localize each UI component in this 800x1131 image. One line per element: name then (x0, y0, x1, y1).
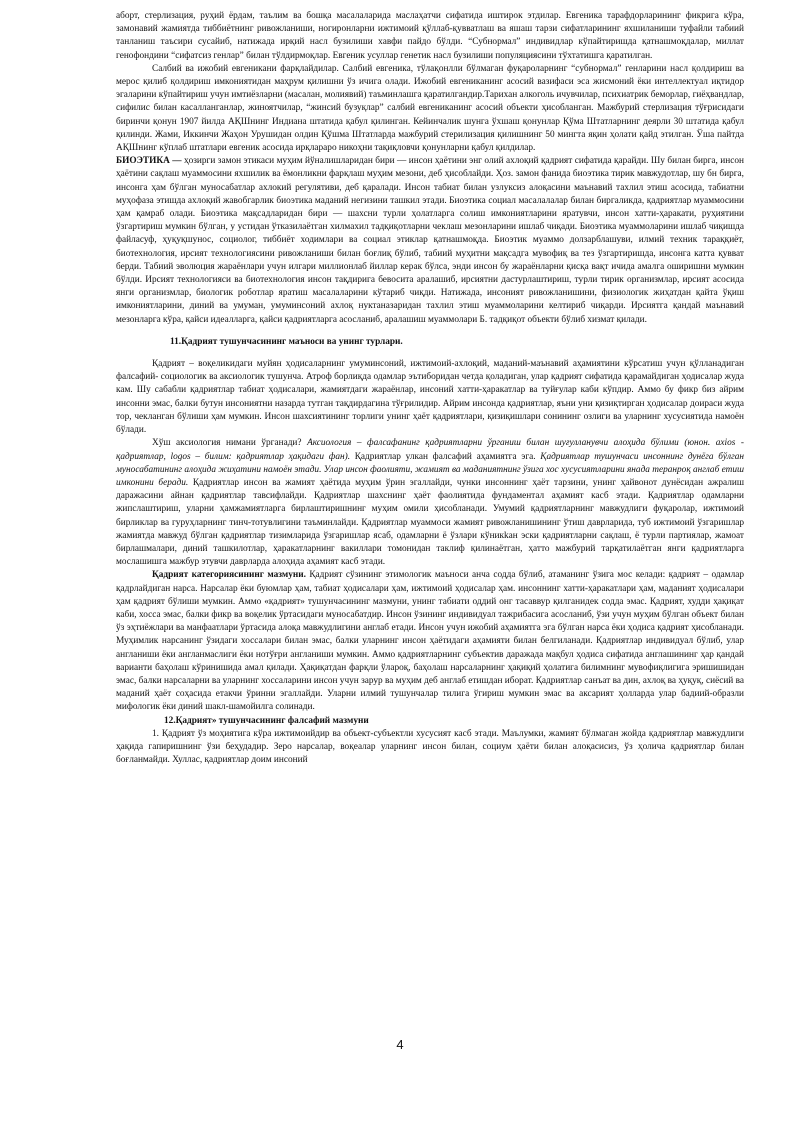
axiology-question: Хўш аксиология нимани ўрганади? (152, 438, 308, 449)
bioethics-term: БИОЭТИКА — (116, 156, 182, 167)
paragraph-negative-positive-eugenics: Салбий ва ижобий евгеникани фарқлайдилар. Салбий евгеника, тўлақонлли бўлмаган фуқароларнинг “субнормал” генларини насл қолдириш ва мерос қилиб қолдириш имкониятидан маҳрум қилишни ўз ичига олади. Ижобий евгениканинг асосий вазифаси эса жисмоний ёки интеллектуал иқтидор эгаларини кўпайтириш учун имтиёзларни (масалан, молиявий) таъминлашга қаратилгандир.Тарихан алкоголь ичувчилар, психиатрик беморлар, гиёҳвандлар, сифилис билан касалланганлар, жиноятчилар, “жинсий бузуқлар” салбий евгениканинг асосий объекти ҳисобланган. Мажбурий стерлизация тўғрисидаги биринчи қонун 1907 йилда АҚШнинг Индиана штатида қабул қилинган. Кейинчалик шунга ўхшаш қонунлар Қўма Штатларнинг деярли 30 штатида қабул қилинди. Жами, Иккинчи Жаҳон Урушидан олдин Қўшма Штатларда мажбурий стерилизация қилишнинг 50 мингта яқин ҳолати қайд этилган. Ўша пайтда АҚШнинг кўплаб штатлари евгеник асосида ирқлараро никоҳни тақиқловчи қонунларни қабул қилдилар. (116, 63, 744, 154)
axiology-values-notion: Қадриятлар тушунчаси инсоннинг дунёга бўлган муносабатининг алоҳида жиҳатини намоён этади. Улар инсон фаолияти, жамият ва маданиятнинг ўзига хос хусусиятларини янада теранроқ англаб етиш имконини беради. (116, 451, 744, 488)
paragraph-value-category (116, 569, 744, 714)
value-category-term: Қадрият категориясининг мазмуни. (152, 570, 306, 581)
value-category-text: Қадрият сўзининг этимологик маъноси анча содда бўлиб, атаманинг ўзига мос келади: қадрият – одамлар қадрлайдиган нарса. Нарсалар ёки буюмлар ҳам, табиат ҳодисалари ҳам, ижтимоий ҳодисалар ҳам. инсоннинг хатти-ҳаракатлари ҳам, маданият ҳодисалари ҳам қадрият бўлиши мумкин. Аммо «қадрият» тушунчасининг мазмуни, унинг табиати оддий онг тасаввур қилганидек содда эмас. Қадрият, худди ҳақиқат каби, хосса эмас, балки фикр ва воқелик ўртасидаги муносабатдир. Инсон ўзининг индивидуал тажрибасига асосланиб, ўзи учун муҳим бўлган объект билан ўз эҳтиёжлари ва манфаатлари ўртасида алоқа мавжудлигини англаб етади. Инсон учун ижобий аҳамиятга эга бўлган нарса ёки ҳодиса қадрият ҳисобланади. Муҳимлик нарсанинг ўзидаги хоссалари билан эмас, балки уларнинг инсон ҳаётидаги аҳамияти билан белгиланади. Қадриятлар индивидуал бўлиб, улар англаниши ёки англанмаслиги ёки нотўғри англаниши мумкин. Аммо қадриятларнинг субъектив даражада мақбул ҳодиса сифатида англашининг ҳар қандай варианти баҳолаш кўринишида амал қилади. Ҳақиқатдан фарқли ўлароқ, баҳолаш нарсаларнинг ҳақиқий ҳолатига билимнинг мувофиқлигига эришишидан эмас, балки нарсаларни ва уларнинг хоссаларини инсон учун зарур ва муҳим деб англаб етишдан иборат. Қадриятлар санъат ва дин, ахлоқ ва ҳуқуқ, сиёсий ва маданий ҳаёт соҳасида етакчи ўринни эгаллайди. Уларни илмий тушунчалар тилига ўгириш мумкин эмас ва аксарият ҳолларда улар бадиий-образли мифологик ёки диний шакл-шамойилга солинади. (116, 570, 744, 713)
section-heading-12: 12.Қадрият» тушунчасининг фалсафий мазмуни (164, 715, 369, 726)
bioethics-text: ҳозирги замон этикаси муҳим йўналишларидан бири — инсон ҳаётини энг олий ахлоқий қадрият сифатида қарайди. Шу билан бирга, инсон ҳаётини сақлаш муаммосини яхшилик ва ёмонликни фарқлаш муҳим мезони, деб ҳисоблайди. Ҳоз. замон фанида биоэтика тирик мавжудотлар, шу бн бирга, инсонга ҳам бўлган муносабатлар ахлокий регулятиви, деб қаралади. Инсон табиат билан узлуксиз алоқасини маънавий тахлил этиш асосида, табиатни муҳофаза этишда ахлоқий жавобгарлик биоэтика маданий негизини ташкил этади. Биоэтика социал масалалалар билан биргаликда, қадриятлар муаммосини ҳам қамраб олади. Биоэтика мақсадларидан бири — шахсни турли ҳолатларга солиш имкониятларини яратувчи, инсон хатти-ҳаракати, руҳиятини ўзгартириш мумкин бўлган, у устидан ўтказилаётган хилмахил тадқиқотларни чеклаш мезонларини ишлаб чиқади. Биоэтика муаммоларини ишлаб чиқишда файласуф, ҳуқуқшунос, социолог, тиббиёт ходимлари ва социал этиклар қатнашмоқда. Биоэтик муаммо долзарблашуви, илмий техник тараққиёт, биотехнология, ирсият технологиясини ривожланиши билан боғлиқ бўлиб, табиий муҳитни мақсадга мувофиқ ва тез ўзгартиришда, инсонга катта қувват берди. Табиий эволюция жараёнлари учун илгари миллионлаб йиллар керак бўлса, энди инсон бу жараёнларни қисқа вақт ичида амалга оширишни мумкин бўлди. Ирсият технологияси ва биотехнология инсон тақдирига бевосита аралашиб, ирсиятни дастурлаштириш, турли тирик организмлар, ирсият асосида янги организмлар, биологик роботлар яратиш масалаларини кўтариб чиқди. Натижада, инсоният ривожланишини, физиологик жиҳатдан қайта ўқиш имкониятларини, диний ва умуман, умуминсоний ахлоқ нуктаназаридан тахлил этиш муаммоларини келтириб чиқарди. Ирсиятга қандай маънавий мезонларга кўра, қайси идеалларга, қайси қадриятларга асосланиб, аралашиш муаммолари Б. тадқиқот объекти бўлиб хизмат қилади. (116, 156, 744, 325)
paragraph-axiology (116, 437, 744, 569)
axiology-definition: Аксиология – фалсафанинг қадриятларни ўрганиш билан шуғулланувчи алоҳида бўлими (юнон. axios - қадриятлар, logos – билим: қадриятлар ҳақидаги фан). (116, 438, 744, 462)
paragraph-value-definition: Қадрият – воқеликидаги муйян ҳодисаларнинг умуминсоний, ижтимоий-ахлоқий, маданий-маънавий аҳамиятини кўрсатиш учун қўлланадиган фалсафий- социологик ва аксиологик тушунча. Атроф борлиқда одамлар эътиборидан четда қоладиган, улар қадрият сифатида қарамайдиган ҳодисалар жуда кам. Шу сабабли қадриятлар табиат ҳодисалари, жамиятдаги жараёнлар, инсоний хатти-ҳаракатлар ва туйғулар каби кўпдир. Аммо бу фикр биз айрим инсонни эмас, балки бутун инсониятни назарда тутган тақдирдагина тўғрилидир. Айрим инсонда қадриятлар, яъни уни қизиқтирган ҳодисалар доираси жуда тор, чекланган бўлиши ҳам мумкин. Инсон шахсиятининг торлиги унинг ҳаёт қадриятлари, қизиқишлари сонининг озлиги ва уларнинг хусусиятида намоён бўлади. (116, 359, 744, 436)
section-heading-11: 11.Қадрият тушунчасининг маъноси ва унинг турлари. (170, 336, 403, 347)
paragraph-bioethics (116, 155, 744, 327)
page-number: 4 (396, 1037, 404, 1052)
axiology-body: Қадриятлар инсон ва жамият ҳаётида муҳим ўрин эгаллайди, чунки инсоннинг ҳаёт тарзини, унинг ҳайвонот дунёсидан ажралиш даражасини айнан қадриятлар тавсифлайди. Қадриятлар шахснинг ҳаёт фаолиятида фундаментал аҳамият касб этади. Қадриятлар одамларни жипслаштириш, уларни ҳамжамиятларга бирлаштиришнинг муҳим омили ҳисобланади. Умумий қадриятларнинг мавжудлиги фуқаролар, ижтимоий бирликлар ва гуруҳларнинг тинч-тотувлигини таъминлайди. Қадриятлар муаммоси жамият ривожланишининг ўтиш даврларида, туб ижтимоий ўзгаришлар жамиятда мавжуд бўлган қадриятлар тизимларида ўзгаришлар ясаб, одамларни ё ўзлари кўникkан эски қадриятларни сақлаш, ё турли партиялар, жамоат бирлашмалари, диний ташкилотлар, ҳаракатларнинг вакиллари томонидан таклиф қилинаётган, ҳатто мажбурий тарқатилаётган янги қадриятларга мослашишга мажбур этувчи даврларда алоҳида аҳамият касб этади. (116, 477, 744, 568)
paragraph-eugenics-advocates: аборт, стерлизация, руҳий ёрдам, таълим ва бошқа масалаларида маслаҳатчи сифатида иштирок этдилар. Евгеника тарафдорларининг фикрига кўра, замонавий жамиятда тиббиётнинг ривожланиши, ногиронларни ижтимоий қўллаб-қувватлаш ва яшаш тарзи сифатларининг яхшиланиши туфайли табиий танланиш таъсири сусайиб, натижада ирқий насл бузилиши хавфи пайдо бўлди. “Субнормал” индивидлар кўпайтиришда қатнашмоқдалар, миллат генофондини “сифатсиз генлар” билан тўлдирмоқлар. Евгеник усуллар генетик насл бузилиши популяциясини тўхтатишга қаратилган. (116, 11, 744, 61)
paragraph-value-social-nature: 1. Қадрият ўз моҳиятига кўра ижтимоийдир ва объект-субъектли хусусият касб этади. Маълумки, жамият бўлмаган жойда қадриятлар мавжудлиги ҳақида гапиришнинг ўзи беҳудадир. Зеро нарсалар, воқеалар уларнинг инсон билан, социум ҳаёти билан алоқасисиз, ўз ҳолича қадриятлар билан боғланмайди. Хуллас, қадриятлар доим инсоний (116, 728, 744, 766)
axiology-significance: Қадриятлар улкан фалсафий аҳамиятга эга. (350, 451, 541, 462)
